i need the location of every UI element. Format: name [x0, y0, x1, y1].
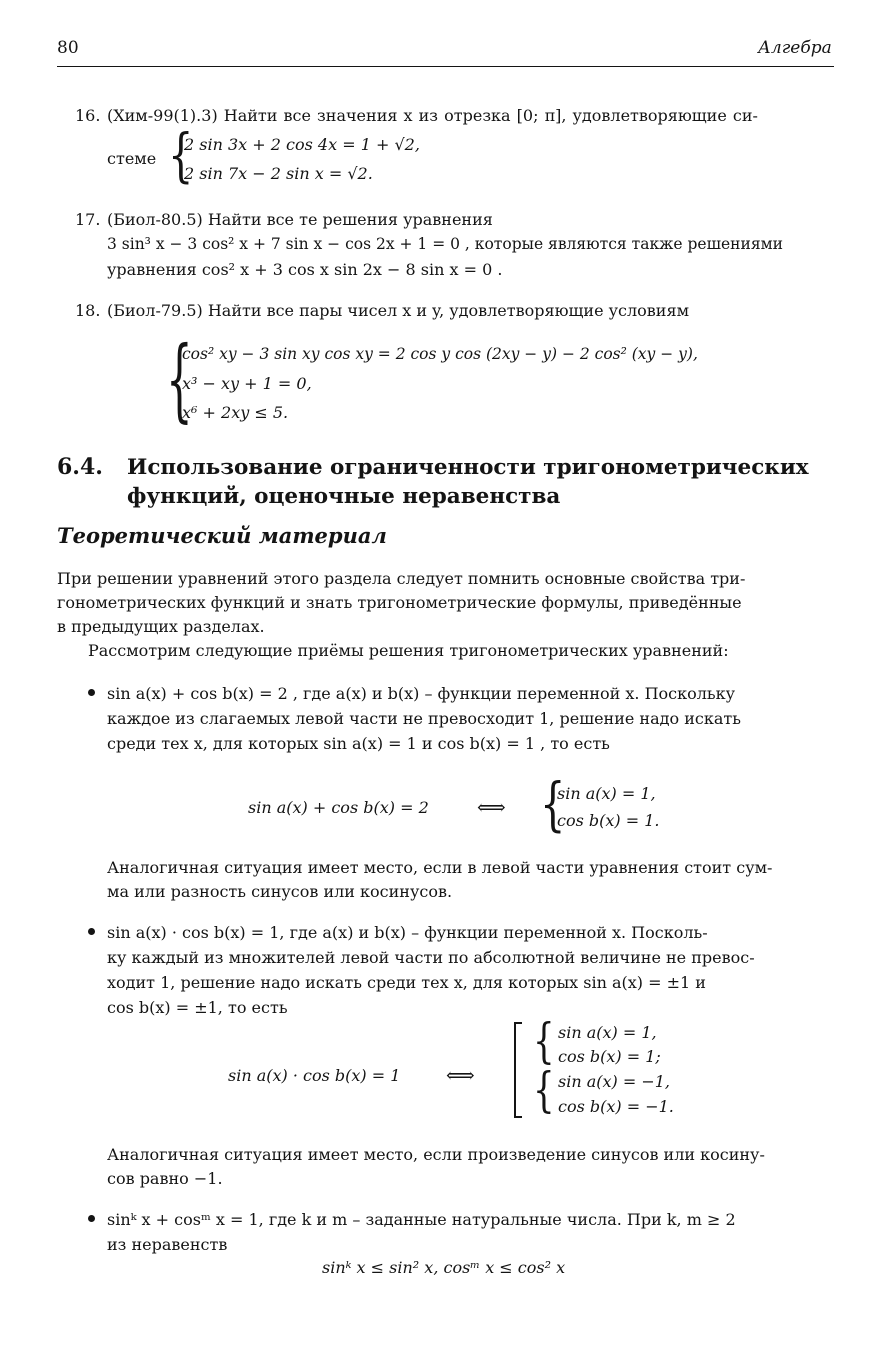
problem-18-eq2: x³ − xy + 1 = 0, — [182, 374, 312, 393]
bullet-1-after-line-2: ма или разность синусов или косинусов. — [107, 882, 453, 901]
bullet-1-line-1: sin a(x) + cos b(x) = 2 , где a(x) и b(x) – функции переменной x. Поскольку — [107, 684, 736, 703]
bullet-2-case-4: cos b(x) = −1. — [558, 1097, 674, 1116]
bullet-2-case-2: cos b(x) = 1; — [558, 1047, 661, 1066]
running-title: Алгебра — [758, 38, 832, 58]
bullet-2-brace-1: { — [533, 1013, 555, 1070]
bullet-3-marker — [88, 1215, 95, 1222]
problem-17-text-3: уравнения cos² x + 3 cos x sin 2x − 8 sin x = 0 . — [107, 260, 503, 279]
problem-16-eq1: 2 sin 3x + 2 cos 4x = 1 + √2, — [184, 135, 420, 154]
problem-17-text-1: (Биол-80.5) Найти все те решения уравнения — [107, 210, 493, 229]
problem-17-text-2: 3 sin³ x − 3 cos² x + 7 sin x − cos 2x + 1 = 0 , которые являются также решениями — [107, 235, 783, 253]
bullet-1-line-3: среди тех x, для которых sin a(x) = 1 и cos b(x) = 1 , то есть — [107, 734, 610, 753]
bullet-3-line-1: sinᵏ x + cosᵐ x = 1, где k и m – заданные натуральные числа. При k, m ≥ 2 — [107, 1210, 736, 1229]
bullet-2-formula-left: sin a(x) · cos b(x) = 1 — [228, 1066, 401, 1085]
problem-16-brace: { — [168, 122, 194, 190]
bullet-1-brace: { — [540, 771, 566, 839]
bullet-1-arrow: ⟺ — [477, 795, 506, 819]
section-title-line-2: функций, оценочные неравенства — [127, 484, 561, 509]
problem-18-brace: { — [166, 326, 193, 432]
problem-18-text: (Биол-79.5) Найти все пары чисел x и y, удовлетворяющие условиям — [107, 301, 690, 320]
intro-para-line-1: При решении уравнений этого раздела следует помнить основные свойства три- — [57, 569, 746, 588]
bullet-2-brace-2: { — [533, 1062, 555, 1119]
problem-18-eq1: cos² xy − 3 sin xy cos xy = 2 cos y cos (2xy − y) − 2 cos² (xy − y), — [182, 345, 698, 363]
bullet-2-case-3: sin a(x) = −1, — [558, 1072, 671, 1091]
problem-16-eq2: 2 sin 7x − 2 sin x = √2. — [184, 164, 373, 183]
bullet-2-case-1: sin a(x) = 1, — [558, 1023, 657, 1042]
subsection-title: Теоретический материал — [57, 523, 387, 548]
page-number: 80 — [57, 38, 79, 58]
problem-17-number: 17. — [75, 210, 101, 229]
intro-para-line-3: в предыдущих разделах. — [57, 617, 265, 636]
problem-16-text: (Хим-99(1).3) Найти все значения x из отрезка [0; π], удовлетворяющие си- — [107, 106, 758, 125]
bullet-2-marker — [88, 928, 95, 935]
bullet-1-after-line-1: Аналогичная ситуация имеет место, если в левой части уравнения стоит сум- — [107, 858, 773, 877]
bullet-2-after-line-2: сов равно −1. — [107, 1169, 223, 1188]
bullet-1-system-eq1: sin a(x) = 1, — [557, 784, 656, 803]
bullet-2-line-2: ку каждый из множителей левой части по абсолютной величине не превос- — [107, 948, 755, 967]
bullet-2-arrow: ⟺ — [446, 1063, 475, 1087]
bullet-2-line-3: ходит 1, решение надо искать среди тех x, для которых sin a(x) = ±1 и — [107, 973, 706, 992]
bullet-3-line-2: из неравенств — [107, 1235, 228, 1254]
problem-16-number: 16. — [75, 106, 101, 125]
section-title-line-1: Использование ограниченности тригонометрических — [127, 455, 809, 480]
section-number: 6.4. — [57, 454, 103, 480]
bullet-2-line-1: sin a(x) · cos b(x) = 1, где a(x) и b(x) – функции переменной x. Посколь- — [107, 923, 708, 942]
bullet-2-cases-bracket — [514, 1022, 522, 1118]
problem-16-prefix: стеме — [107, 149, 157, 168]
bullet-1-system-eq2: cos b(x) = 1. — [557, 811, 660, 830]
header-rule — [57, 66, 834, 67]
problem-18-eq3: x⁶ + 2xy ≤ 5. — [182, 403, 289, 422]
problem-18-number: 18. — [75, 301, 101, 320]
bullet-1-line-2: каждое из слагаемых левой части не превосходит 1, решение надо искать — [107, 709, 741, 728]
bullet-2-line-4: cos b(x) = ±1, то есть — [107, 998, 288, 1017]
intro-para-line-2: гонометрических функций и знать тригонометрические формулы, приведённые — [57, 593, 742, 612]
intro-para-2: Рассмотрим следующие приёмы решения тригонометрических уравнений: — [88, 641, 729, 660]
bullet-1-marker — [88, 689, 95, 696]
bullet-1-formula-left: sin a(x) + cos b(x) = 2 — [248, 798, 429, 817]
bullet-3-formula: sinᵏ x ≤ sin² x, cosᵐ x ≤ cos² x — [322, 1258, 566, 1277]
bullet-2-after-line-1: Аналогичная ситуация имеет место, если произведение синусов или косину- — [107, 1145, 765, 1164]
